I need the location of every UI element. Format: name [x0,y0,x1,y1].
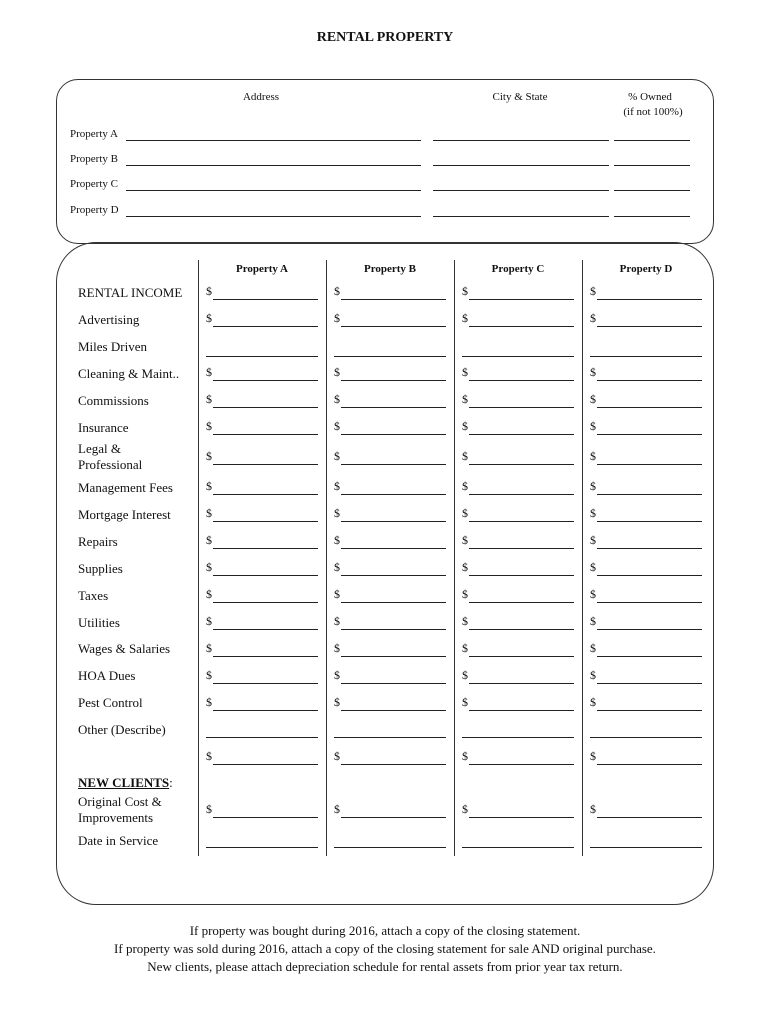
new-clients-text: NEW CLIENTS [78,775,170,790]
input-underline[interactable] [341,602,446,603]
miles-driven-input-property-b[interactable] [334,341,446,357]
column-divider [326,260,327,856]
new-clients-colon: : [169,775,173,790]
input-underline[interactable] [469,817,574,818]
commissions-input-property-c[interactable] [462,392,574,408]
input-underline[interactable] [590,847,702,848]
property-c-label: Property C [70,178,118,190]
dollar-sign: $ [462,479,468,493]
row-label-mortgage: Mortgage Interest [78,507,171,522]
utilities-input-property-c[interactable] [462,614,574,630]
advertising-input-property-b[interactable] [334,311,446,327]
dollar-sign: $ [334,802,340,816]
footer-line-new-clients: New clients, please attach depreciation schedule for rental assets from prior year tax return. [147,959,623,974]
input-underline[interactable] [213,434,318,435]
input-underline[interactable] [469,521,574,522]
dollar-sign: $ [334,533,340,547]
dollar-sign: $ [590,449,596,463]
input-underline[interactable] [341,299,446,300]
property-b-percent-owned-field[interactable] [614,165,690,166]
wages-input-property-c[interactable] [462,641,574,657]
column-header-property-b: Property B [363,263,417,275]
input-underline[interactable] [597,656,702,657]
input-underline[interactable] [213,764,318,765]
hoa-input-property-c[interactable] [462,668,574,684]
input-underline[interactable] [341,494,446,495]
input-underline[interactable] [469,629,574,630]
legal-input-property-d[interactable] [590,449,702,465]
mortgage-input-property-d[interactable] [590,506,702,522]
property-a-percent-owned-field[interactable] [614,140,690,141]
original-cost-input-property-c[interactable] [462,802,574,818]
column-header-property-c: Property C [491,263,545,275]
repairs-input-property-d[interactable] [590,533,702,549]
property-b-label: Property B [70,153,118,165]
property-a-address-field[interactable] [126,140,421,141]
owned-note: (if not 100%) [623,106,683,118]
property-a-city-state-field[interactable] [433,140,609,141]
insurance-input-property-a[interactable] [206,419,318,435]
legal-input-property-c[interactable] [462,449,574,465]
extra-17-input-property-b[interactable] [334,749,446,765]
property-address-box [56,79,714,244]
other-input-property-c[interactable] [462,722,574,738]
dollar-sign: $ [462,749,468,763]
row-label-legal: Legal & Professional [78,441,143,472]
commissions-input-property-b[interactable] [334,392,446,408]
management-input-property-a[interactable] [206,479,318,495]
input-underline[interactable] [597,464,702,465]
hoa-input-property-b[interactable] [334,668,446,684]
input-underline[interactable] [590,356,702,357]
dollar-sign: $ [206,641,212,655]
input-underline[interactable] [213,326,318,327]
hoa-input-property-a[interactable] [206,668,318,684]
input-underline[interactable] [597,407,702,408]
input-underline[interactable] [213,380,318,381]
property-c-percent-owned-field[interactable] [614,190,690,191]
input-underline[interactable] [213,494,318,495]
dollar-sign: $ [590,533,596,547]
row-label-pest: Pest Control [78,695,143,710]
dollar-sign: $ [206,560,212,574]
input-underline[interactable] [462,356,574,357]
row-label-utilities: Utilities [78,615,120,630]
dollar-sign: $ [206,802,212,816]
input-underline[interactable] [462,737,574,738]
dollar-sign: $ [462,668,468,682]
input-underline[interactable] [597,764,702,765]
dollar-sign: $ [590,284,596,298]
dollar-sign: $ [206,311,212,325]
original-cost-input-property-b[interactable] [334,802,446,818]
column-divider [198,260,199,856]
dollar-sign: $ [334,614,340,628]
taxes-input-property-d[interactable] [590,587,702,603]
insurance-input-property-c[interactable] [462,419,574,435]
dollar-sign: $ [206,284,212,298]
input-underline[interactable] [597,380,702,381]
property-b-city-state-field[interactable] [433,165,609,166]
input-underline[interactable] [341,683,446,684]
rental-income-input-property-a[interactable] [206,284,318,300]
supplies-input-property-d[interactable] [590,560,702,576]
input-underline[interactable] [469,380,574,381]
column-header-property-a: Property A [235,263,289,275]
row-label-rental-income: RENTAL INCOME [78,285,183,300]
dollar-sign: $ [462,284,468,298]
mortgage-input-property-c[interactable] [462,506,574,522]
dollar-sign: $ [206,749,212,763]
dollar-sign: $ [590,641,596,655]
property-d-city-state-field[interactable] [433,216,609,217]
cleaning-input-property-c[interactable] [462,365,574,381]
dollar-sign: $ [590,392,596,406]
dollar-sign: $ [334,506,340,520]
dollar-sign: $ [206,533,212,547]
dollar-sign: $ [334,560,340,574]
input-underline[interactable] [213,602,318,603]
advertising-input-property-c[interactable] [462,311,574,327]
input-underline[interactable] [469,407,574,408]
repairs-input-property-b[interactable] [334,533,446,549]
wages-input-property-a[interactable] [206,641,318,657]
column-divider [582,260,583,856]
dollar-sign: $ [462,449,468,463]
input-underline[interactable] [590,737,702,738]
rental-income-input-property-c[interactable] [462,284,574,300]
taxes-input-property-c[interactable] [462,587,574,603]
repairs-input-property-a[interactable] [206,533,318,549]
dollar-sign: $ [206,506,212,520]
management-input-property-c[interactable] [462,479,574,495]
input-underline[interactable] [469,494,574,495]
miles-driven-input-property-c[interactable] [462,341,574,357]
commissions-input-property-a[interactable] [206,392,318,408]
input-underline[interactable] [469,299,574,300]
dollar-sign: $ [206,365,212,379]
dollar-sign: $ [206,449,212,463]
dollar-sign: $ [462,695,468,709]
dollar-sign: $ [334,668,340,682]
dollar-sign: $ [462,311,468,325]
management-input-property-b[interactable] [334,479,446,495]
input-underline[interactable] [341,710,446,711]
dollar-sign: $ [462,614,468,628]
dollar-sign: $ [334,392,340,406]
input-underline[interactable] [469,602,574,603]
dollar-sign: $ [334,479,340,493]
dollar-sign: $ [334,365,340,379]
input-underline[interactable] [597,521,702,522]
property-b-address-field[interactable] [126,165,421,166]
pest-input-property-b[interactable] [334,695,446,711]
dollar-sign: $ [334,587,340,601]
form-title: RENTAL PROPERTY [316,30,454,45]
row-label-repairs: Repairs [78,534,118,549]
management-input-property-d[interactable] [590,479,702,495]
input-underline[interactable] [597,575,702,576]
input-underline[interactable] [341,407,446,408]
input-underline[interactable] [334,737,446,738]
rental-income-input-property-d[interactable] [590,284,702,300]
input-underline[interactable] [469,710,574,711]
miles-driven-input-property-d[interactable] [590,341,702,357]
input-underline[interactable] [469,548,574,549]
input-underline[interactable] [341,817,446,818]
dollar-sign: $ [590,479,596,493]
dollar-sign: $ [206,614,212,628]
dollar-sign: $ [206,668,212,682]
input-underline[interactable] [206,737,318,738]
input-underline[interactable] [597,548,702,549]
dollar-sign: $ [206,479,212,493]
row-label-wages: Wages & Salaries [78,641,171,656]
repairs-input-property-c[interactable] [462,533,574,549]
dollar-sign: $ [334,284,340,298]
property-d-address-field[interactable] [126,216,421,217]
input-underline[interactable] [597,299,702,300]
input-underline[interactable] [341,575,446,576]
input-underline[interactable] [597,817,702,818]
dollar-sign: $ [206,419,212,433]
extra-19-input-property-d[interactable] [590,832,702,848]
input-underline[interactable] [206,847,318,848]
dollar-sign: $ [334,749,340,763]
input-underline[interactable] [597,326,702,327]
input-underline[interactable] [213,464,318,465]
dollar-sign: $ [462,802,468,816]
input-underline[interactable] [469,656,574,657]
footer-instructions [0,922,770,976]
dollar-sign: $ [334,419,340,433]
input-underline[interactable] [213,575,318,576]
dollar-sign: $ [590,695,596,709]
mortgage-input-property-a[interactable] [206,506,318,522]
input-underline[interactable] [213,656,318,657]
utilities-input-property-b[interactable] [334,614,446,630]
input-underline[interactable] [341,521,446,522]
miles-driven-input-property-a[interactable] [206,341,318,357]
input-underline[interactable] [213,710,318,711]
insurance-input-property-b[interactable] [334,419,446,435]
utilities-input-property-a[interactable] [206,614,318,630]
pest-input-property-a[interactable] [206,695,318,711]
dollar-sign: $ [462,506,468,520]
dollar-sign: $ [462,587,468,601]
dollar-sign: $ [590,419,596,433]
row-label-hoa: HOA Dues [78,668,136,683]
input-underline[interactable] [597,434,702,435]
row-label-original-cost: Original Cost & Improvements [78,794,162,825]
input-underline[interactable] [469,464,574,465]
supplies-input-property-b[interactable] [334,560,446,576]
row-label-cleaning: Cleaning & Maint.. [78,366,180,381]
dollar-sign: $ [590,560,596,574]
row-label-insurance: Insurance [78,420,129,435]
dollar-sign: $ [590,802,596,816]
footer-line-sold: If property was sold during 2016, attach a copy of the closing statement for sale AND original purchase. [114,941,656,956]
hoa-input-property-d[interactable] [590,668,702,684]
owned-header: % Owned [628,91,672,103]
taxes-input-property-b[interactable] [334,587,446,603]
input-underline[interactable] [213,548,318,549]
extra-17-input-property-a[interactable] [206,749,318,765]
input-underline[interactable] [597,683,702,684]
property-d-label: Property D [70,204,119,216]
original-cost-input-property-d[interactable] [590,802,702,818]
input-underline[interactable] [213,683,318,684]
commissions-input-property-d[interactable] [590,392,702,408]
input-underline[interactable] [334,356,446,357]
input-underline[interactable] [341,464,446,465]
row-label-other: Other (Describe) [78,722,166,737]
pest-input-property-d[interactable] [590,695,702,711]
dollar-sign: $ [334,695,340,709]
wages-input-property-d[interactable] [590,641,702,657]
input-underline[interactable] [213,407,318,408]
property-c-address-field[interactable] [126,190,421,191]
input-underline[interactable] [597,602,702,603]
dollar-sign: $ [590,365,596,379]
dollar-sign: $ [590,749,596,763]
column-divider [454,260,455,856]
row-label-miles-driven: Miles Driven [78,339,147,354]
original-cost-input-property-a[interactable] [206,802,318,818]
dollar-sign: $ [590,587,596,601]
input-underline[interactable] [341,629,446,630]
cleaning-input-property-b[interactable] [334,365,446,381]
input-underline[interactable] [469,326,574,327]
supplies-input-property-a[interactable] [206,560,318,576]
dollar-sign: $ [590,506,596,520]
dollar-sign: $ [206,587,212,601]
insurance-input-property-d[interactable] [590,419,702,435]
property-c-city-state-field[interactable] [433,190,609,191]
supplies-input-property-c[interactable] [462,560,574,576]
legal-input-property-a[interactable] [206,449,318,465]
dollar-sign: $ [462,560,468,574]
input-underline[interactable] [597,494,702,495]
extra-17-input-property-d[interactable] [590,749,702,765]
input-underline[interactable] [341,434,446,435]
row-label-supplies: Supplies [78,561,123,576]
cleaning-input-property-d[interactable] [590,365,702,381]
dollar-sign: $ [590,668,596,682]
input-underline[interactable] [462,847,574,848]
taxes-input-property-a[interactable] [206,587,318,603]
extra-19-input-property-a[interactable] [206,832,318,848]
dollar-sign: $ [462,533,468,547]
wages-input-property-b[interactable] [334,641,446,657]
footer-line-bought: If property was bought during 2016, attach a copy of the closing statement. [189,923,581,938]
other-input-property-d[interactable] [590,722,702,738]
column-header-property-d: Property D [619,263,673,275]
row-label-date-in-service: Date in Service [78,833,159,848]
input-underline[interactable] [213,521,318,522]
input-underline[interactable] [341,764,446,765]
input-underline[interactable] [469,434,574,435]
dollar-sign: $ [206,695,212,709]
dollar-sign: $ [334,311,340,325]
property-a-label: Property A [70,128,118,140]
dollar-sign: $ [334,449,340,463]
advertising-input-property-d[interactable] [590,311,702,327]
input-underline[interactable] [469,575,574,576]
city-state-header: City & State [492,91,548,103]
input-underline[interactable] [206,356,318,357]
new-clients-heading [78,775,173,791]
input-underline[interactable] [213,299,318,300]
dollar-sign: $ [590,614,596,628]
row-label-taxes: Taxes [78,588,109,603]
dollar-sign: $ [462,641,468,655]
input-underline[interactable] [213,817,318,818]
input-underline[interactable] [341,656,446,657]
input-underline[interactable] [341,326,446,327]
advertising-input-property-a[interactable] [206,311,318,327]
dollar-sign: $ [334,641,340,655]
extra-17-input-property-c[interactable] [462,749,574,765]
property-d-percent-owned-field[interactable] [614,216,690,217]
row-label-commissions: Commissions [78,393,149,408]
legal-input-property-b[interactable] [334,449,446,465]
dollar-sign: $ [462,419,468,433]
input-underline[interactable] [469,683,574,684]
input-underline[interactable] [469,764,574,765]
other-input-property-b[interactable] [334,722,446,738]
rental-income-input-property-b[interactable] [334,284,446,300]
dollar-sign: $ [462,392,468,406]
other-input-property-a[interactable] [206,722,318,738]
mortgage-input-property-b[interactable] [334,506,446,522]
input-underline[interactable] [597,629,702,630]
input-underline[interactable] [213,629,318,630]
address-header: Address [242,91,280,103]
input-underline[interactable] [334,847,446,848]
pest-input-property-c[interactable] [462,695,574,711]
input-underline[interactable] [341,380,446,381]
row-label-advertising: Advertising [78,312,140,327]
input-underline[interactable] [341,548,446,549]
dollar-sign: $ [206,392,212,406]
input-underline[interactable] [597,710,702,711]
extra-19-input-property-c[interactable] [462,832,574,848]
dollar-sign: $ [590,311,596,325]
row-label-management: Management Fees [78,480,173,495]
utilities-input-property-d[interactable] [590,614,702,630]
cleaning-input-property-a[interactable] [206,365,318,381]
extra-19-input-property-b[interactable] [334,832,446,848]
dollar-sign: $ [462,365,468,379]
